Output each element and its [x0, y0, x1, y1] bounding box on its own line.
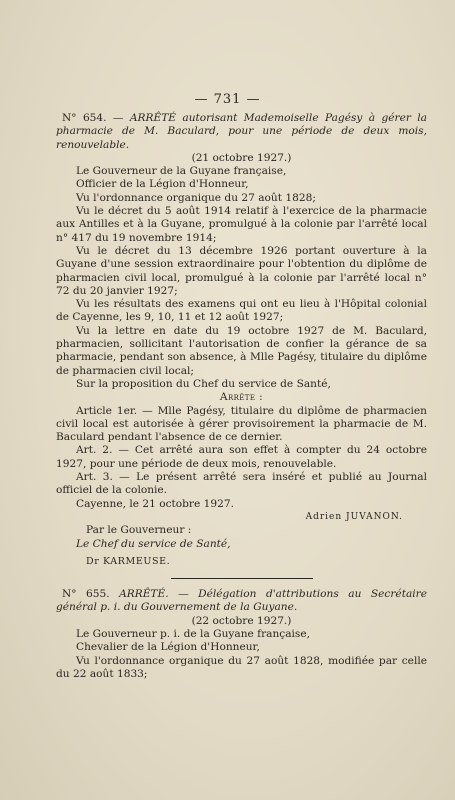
document-text	[56, 112, 427, 681]
entry-655-line: Chevalier de la Légion d'Honneur,	[76, 641, 260, 654]
entry-655-heading	[56, 588, 427, 615]
entry-654-line: Le Gouverneur de la Guyane française,	[76, 165, 287, 178]
entry-654-line: Officier de la Légion d'Honneur,	[76, 178, 249, 191]
entry-655-line: Le Gouverneur p. i. de la Guyane française,	[76, 627, 311, 640]
entry-654-number: N° 654.	[62, 112, 107, 124]
place-date: Cayenne, le 21 octobre 1927.	[76, 497, 234, 510]
entry-654-line: Vu le décret du 13 décembre 1926 portant ouverture à la Guyane d'une session extraordinaire pour l'obtention du diplôme de pharmacien civil local, promulgué à la colonie par l'arrêté local n° 72 du 20 janvier 1927;	[56, 244, 427, 297]
article-2: Art. 2. — Cet arrêté aura son effet à compter du 24 octobre 1927, pour une période de deux mois, renouvelable.	[56, 444, 427, 470]
par-le-gouverneur: Par le Gouverneur :	[86, 524, 192, 537]
article-3: Art. 3. — Le présent arrêté sera inséré et publié au Journal officiel de la colonie.	[56, 471, 427, 497]
entry-654-line: Vu la lettre en date du 19 octobre 1927 de M. Baculard, pharmacien, sollicitant l'autorisation de confier la gérance de sa pharmacie, pendant son absence, à Mlle Pagésy, titulaire du diplôme de pharmacien civil local;	[56, 324, 427, 377]
article-1: Article 1er. — Mlle Pagésy, titulaire du diplôme de pharmacien civil local est autorisée à gérer provisoirement la pharmacie de M. Baculard pendant l'absence de ce dernier.	[56, 404, 427, 444]
entry-655-line: Vu l'ordonnance organique du 27 août 1828, modifiée par celle du 22 août 1833;	[56, 654, 427, 680]
entry-654-date: (21 octobre 1927.)	[191, 151, 292, 164]
arrete-label: Arrête :	[219, 391, 264, 404]
entry-655-number: N° 655.	[62, 588, 110, 601]
entry-654-line: Vu les résultats des examens qui ont eu lieu à l'Hôpital colonial de Cayenne, les 9, 10, 11 et 12 août 1927;	[56, 298, 427, 324]
governor-signature: Adrien JUVANON.	[305, 511, 403, 522]
entry-655-title: ARRÊTÉ. — Délégation d'attributions au Secrétaire général p. i. du Gouvernement de la Guyane.	[56, 588, 427, 614]
entry-654-line: Sur la proposition du Chef du service de Santé,	[76, 377, 331, 390]
entry-654-line: Vu l'ordonnance organique du 27 août 1828;	[76, 191, 316, 204]
chef-sante-name: Dr KARMEUSE.	[86, 555, 171, 567]
entry-654-title: — ARRÊTÉ autorisant Mademoiselle Pagésy à gérer la pharmacie de M. Baculard, pour une période de deux mois, renouvelable.	[56, 112, 427, 151]
separator-rule	[171, 578, 313, 579]
chef-sante: Le Chef du service de Santé,	[76, 537, 231, 550]
page-number: — 731 —	[194, 92, 261, 107]
entry-654-heading	[56, 112, 427, 152]
entry-654-line: Vu le décret du 5 août 1914 relatif à l'exercice de la pharmacie aux Antilles et à la Guyane, promulgué à la colonie par l'arrêté local n° 417 du 19 novembre 1914;	[56, 205, 427, 244]
entry-655-date: (22 octobre 1927.)	[191, 614, 292, 627]
